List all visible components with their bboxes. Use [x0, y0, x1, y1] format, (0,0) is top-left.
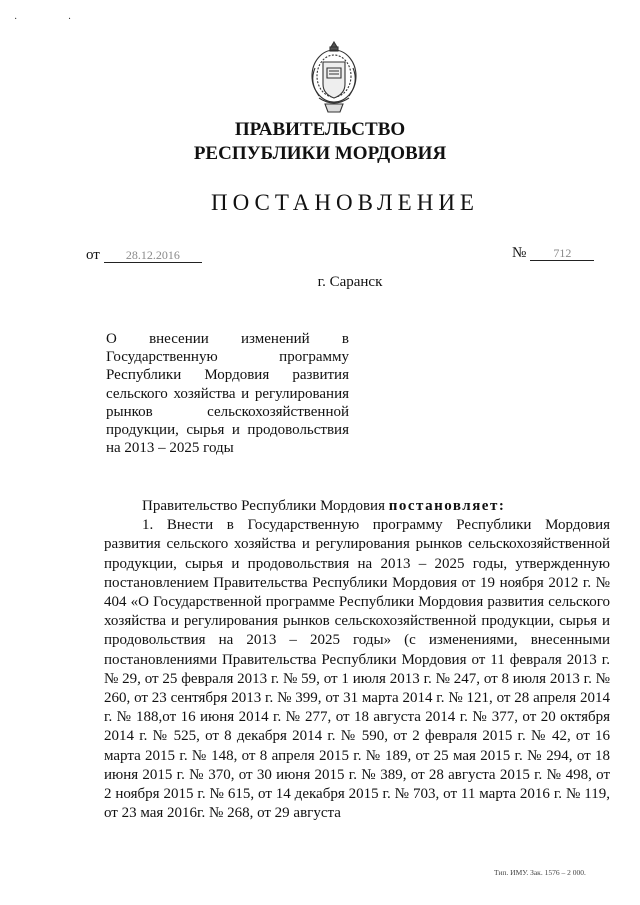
scan-marks: · · [14, 14, 96, 25]
org-name-line1: ПРАВИТЕЛЬСТВО [234, 119, 406, 140]
number-value: 712 [530, 246, 594, 261]
document-type: ПОСТАНОВЛЕНИЕ [211, 190, 479, 215]
date-field [86, 246, 202, 264]
decree-intro-text: Правительство Республики Мордовия [142, 498, 385, 514]
number-label: № [512, 245, 527, 261]
date-value: 28.12.2016 [104, 248, 202, 263]
number-field [512, 244, 594, 262]
decree-verb: постановляет: [388, 498, 506, 514]
org-name-line2: РЕСПУБЛИКИ МОРДОВИЯ [193, 143, 447, 164]
print-footer: Тип. ИМУ. Зак. 1576 – 2 000. [494, 868, 586, 877]
coat-of-arms-emblem [305, 38, 363, 118]
decree-item-1: 1. Внести в Государственную программу Республики Мордовия развития сельского хозяйства и регулирования рынков сельскохозяйственной продукции, сырья и продовольствия на 2013 – 2025 годы, утвержденную постановлением Правительства Республики Мордовия от 19 ноября 2012 г. № 404 «О Государственной программе Республики Мордовия развития сельского хозяйства и регулирования рынков сельскохозяйственной продукции, сырья и продовольствия на 2013 – 2025 годы» (с изменениями, внесенными постановлениями Правительства Республики Мордовия от 11 февраля 2013 г. № 29, от 25 февраля 2013 г. № 59, от 1 июля 2013 г. № 247, от 8 июля 2013 г. № 260, от 23 сентября 2013 г. № 399, от 31 марта 2014 г. № 121, от 28 апреля 2014 г. № 188,от 16 июня 2014 г. № 277, от 18 августа 2014 г. № 377, от 20 октября 2014 г. № 525, от 8 декабря 2014 г. № 590, от 2 февраля 2015 г. № 42, от 16 марта 2015 г. № 148, от 8 апреля 2015 г. № 189, от 25 мая 2015 г. № 294, от 18 июня 2015 г. № 370, от 30 июня 2015 г. № 389, от 28 августа 2015 г. № 498, от 2 ноября 2015 г. № 615, от 14 декабря 2015 г. № 703, от 11 марта 2016 г. № 119, от 23 мая 2016г. № 268, от 29 августа [104, 517, 610, 822]
city-name: г. Саранск [317, 274, 383, 290]
decree-intro [104, 497, 610, 516]
date-label: от [86, 247, 100, 263]
document-subject: О внесении изменений в Государственную программу Республики Мордовия развития сельского хозяйства и регулирования рынков сельскохозяйственной продукции, сырья и продовольствия на 2013 – 2025 годы [106, 331, 349, 457]
document-body [104, 497, 610, 823]
